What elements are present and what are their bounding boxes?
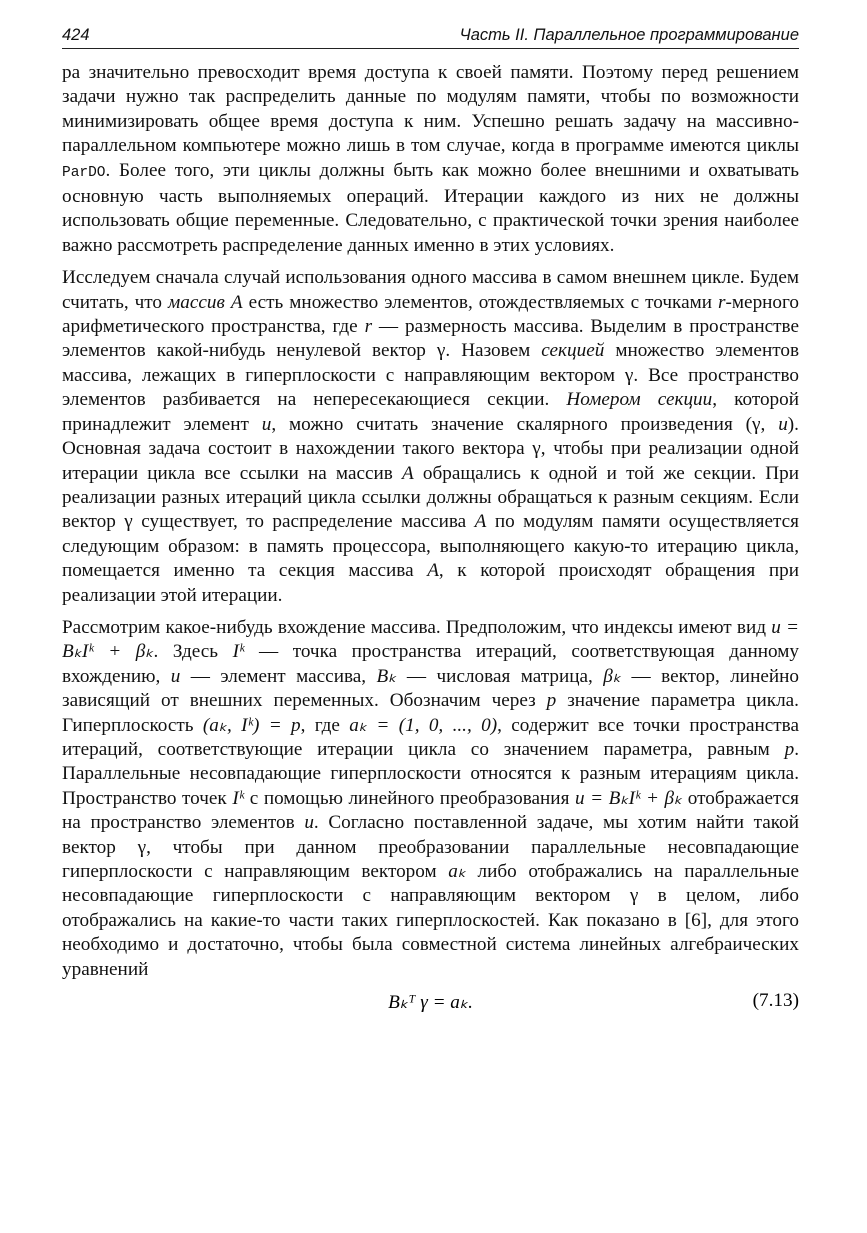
- code-pardo: ParDO: [62, 164, 106, 181]
- paragraph-3: Рассмотрим какое-нибудь вхождение массива. Предположим, что индексы имеют вид u = BₖIᵏ + βₖ. Здесь Iᵏ — точка пространства итераций, соответствующая данному вхождению, u — элемент массива, Bₖ — числовая матрица, βₖ — вектор, линейно зависящий от внешних переменных. Обозначим через p значение параметра цикла. Гиперплоскость (aₖ, Iᵏ) = p, где aₖ = (1, 0, ..., 0), содержит все точки пространства итераций, соответствующие итерации цикла со значением параметра, равным p. Параллельные несовпадающие гиперплоскости относятся к разным итерациям цикла. Пространство точек Iᵏ с помощью линейного преобразования u = BₖIᵏ + βₖ отображается на пространство элементов u. Согласно поставленной задаче, мы хотим найти такой вектор γ, чтобы при данном преобразовании параллельные несовпадающие гиперплоскости с направляющим вектором aₖ либо отображались на параллельные несовпадающие гиперплоскости с направляющим вектором γ в целом, либо отображались на какие-то части таких гиперплоскостей. Как показано в [6], для этого необходимо и достаточно, чтобы была совместной система линейных алгебраических уравнений: [62, 616, 800, 980]
- paragraph-1: ра значительно превосходит время доступа к своей памяти. Поэтому перед решением задачи нужно так распределить данные по модулям памяти, чтобы по возможности минимизировать общее время доступа к ним. Успешно решать задачу на массивно-параллельном компьютере можно лишь в том случае, когда в программе имеются циклы ParDO. Более того, эти циклы должны быть как можно более внешними и охватывать основную часть выполняемых операций. Итерации каждого из них не должны использовать общие переменные. Следовательно, с практической точки зрения наиболее важно рассмотреть распределение данных именно в этих условиях.: [62, 62, 799, 256]
- paragraph-2: Исследуем сначала случай использования одного массива в самом внешнем цикле. Будем считать, что массив A есть множество элементов, отождествляемых с точками r-мерного арифметического пространства, где r — размерность массива. Выделим в пространстве элементов какой-нибудь ненулевой вектор γ. Назовем секцией множество элементов массива, лежащих в гиперплоскости с направляющим вектором γ. Все пространство элементов разбивается на непересекающиеся секции. Номером секции, которой принадлежит элемент u, можно считать значение скалярного произведения (γ, u). Основная задача состоит в нахождении такого вектора γ, чтобы при реализации одной итерации цикла все ссылки на массив A обращались к одной и той же секции. При реализации разных итераций цикла ссылки должны обращаться к разным секциям. Если вектор γ существует, то распределение массива A по модулям памяти осуществляется следующим образом: в память процессора, выполняющего какую-то итерацию цикла, помещается именно та секция массива A, к которой происходят обращения при реализации этой итерации.: [62, 267, 800, 606]
- equation-number: (7.13): [752, 990, 799, 1012]
- display-equation: [62, 990, 799, 1020]
- book-page: [62, 26, 799, 1020]
- page-number: 424: [62, 26, 90, 44]
- body-text: [62, 61, 799, 982]
- page-header: [62, 26, 799, 49]
- equation-expression: Bₖᵀ γ = aₖ.: [388, 992, 473, 1014]
- term-array: массив A: [168, 291, 243, 313]
- inline-formula: u = BₖIᵏ + βₖ: [62, 616, 799, 663]
- running-title: Часть II. Параллельное программирование: [459, 26, 799, 44]
- term-section: секцией: [541, 340, 605, 362]
- term-section-number: Номером секции: [566, 389, 713, 411]
